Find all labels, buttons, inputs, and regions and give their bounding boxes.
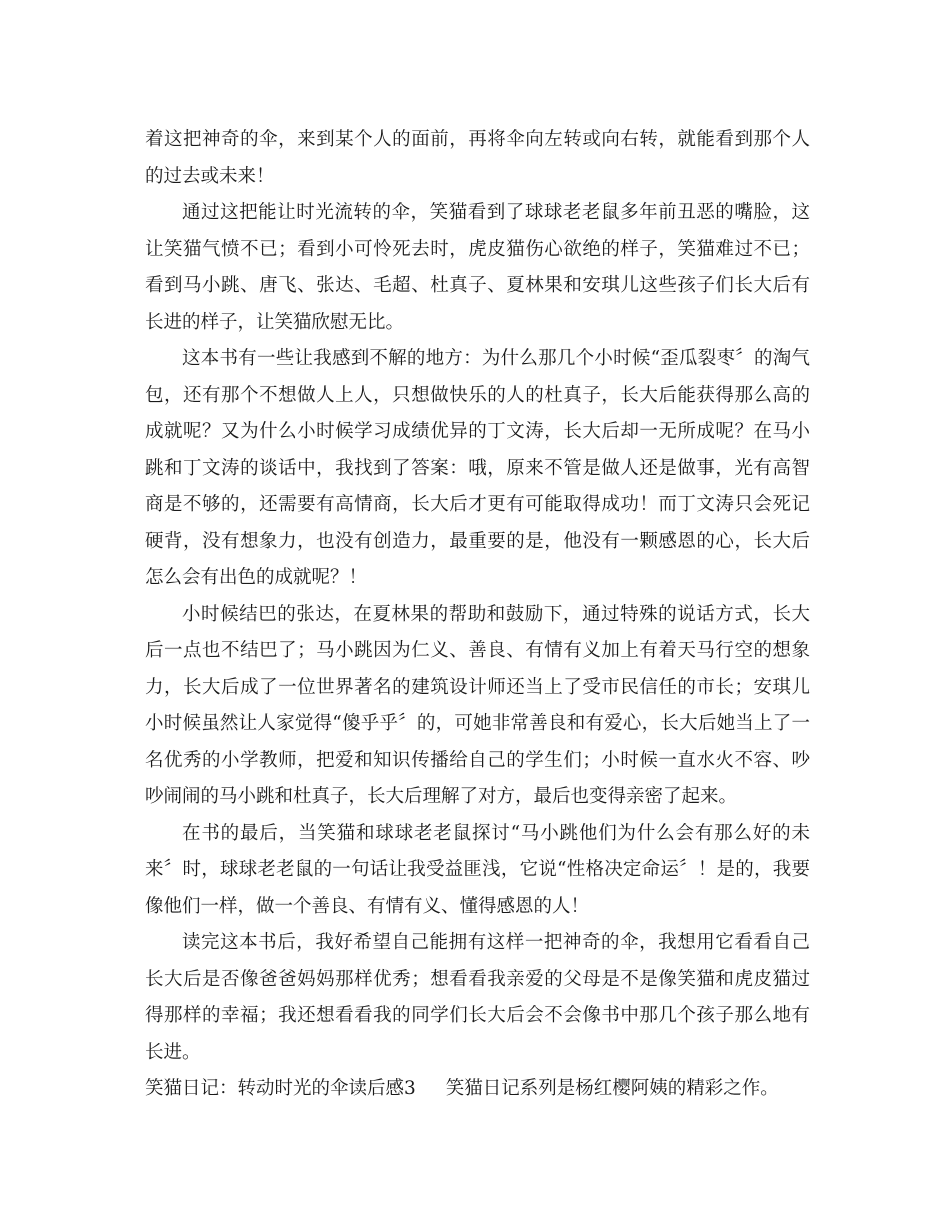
paragraph-children-growth: 小时候结巴的张达，在夏林果的帮助和鼓励下，通过特殊的说话方式，长大后一点也不结巴了；马小跳因为仁义、善良、有情有义加上有着天马行空的想象力，长大后成了一位世界著名的建筑设计师还当上了受市民信任的市长；安琪儿小时候虽然让人家觉得“傻乎乎〞的，可她非常善良和有爱心，长大后她当上了一名优秀的小学教师，把爱和知识传播给自己的学生们；小时候一直水火不容、吵吵闹闹的马小跳和杜真子，长大后理解了对方，最后也变得亲密了起来。 [145, 603, 810, 807]
next-essay-line [145, 1071, 810, 1108]
next-essay-title: 笑猫日记：转动时光的伞读后感3 [145, 1078, 416, 1099]
paragraph-reflection: 读完这本书后，我好希望自己能拥有这样一把神奇的伞，我想用它看看自己长大后是否像爸爸妈妈那样优秀；想看看我亲爱的父母是不是像笑猫和虎皮猫过得那样的幸福；我还想看看我的同学们长大后会不会像书中那几个孩子那么地有长进。 [145, 932, 810, 1063]
paragraph-book-ending: 在书的最后，当笑猫和球球老老鼠探讨“马小跳他们为什么会有那么好的未来〞时，球球老老鼠的一句话让我受益匪浅，它说“性格决定命运〞！是的，我要像他们一样，做一个善良、有情有义、懂得感恩的人！ [145, 822, 810, 917]
paragraph-continuation: 着这把神奇的伞，来到某个人的面前，再将伞向左转或向右转，就能看到那个人的过去或未来！ [145, 129, 810, 187]
next-essay-intro: 笑猫日记系列是杨红樱阿姨的精彩之作。 [445, 1078, 779, 1099]
paragraph-questions: 这本书有一些让我感到不解的地方：为什么那几个小时候“歪瓜裂枣〞的淘气包，还有那个不想做人上人，只想做快乐的人的杜真子，长大后能获得那么高的成就呢？又为什么小时候学习成绩优异的丁文涛，长大后却一无所成呢？在马小跳和丁文涛的谈话中，我找到了答案：哦，原来不管是做人还是做事，光有高智商是不够的，还需要有高情商，长大后才更有可能取得成功！而丁文涛只会死记硬背，没有想象力，也没有创造力，最重要的是，他没有一颗感恩的心，长大后怎么会有出色的成就呢？！ [145, 348, 810, 588]
document-body [145, 122, 810, 1108]
paragraph-umbrella-visions: 通过这把能让时光流转的伞，笑猫看到了球球老老鼠多年前丑恶的嘴脸，这让笑猫气愤不已；看到小可怜死去时，虎皮猫伤心欲绝的样子，笑猫难过不已；看到马小跳、唐飞、张达、毛超、杜真子、夏林果和安琪儿这些孩子们长大后有长进的样子，让笑猫欣慰无比。 [145, 202, 810, 333]
